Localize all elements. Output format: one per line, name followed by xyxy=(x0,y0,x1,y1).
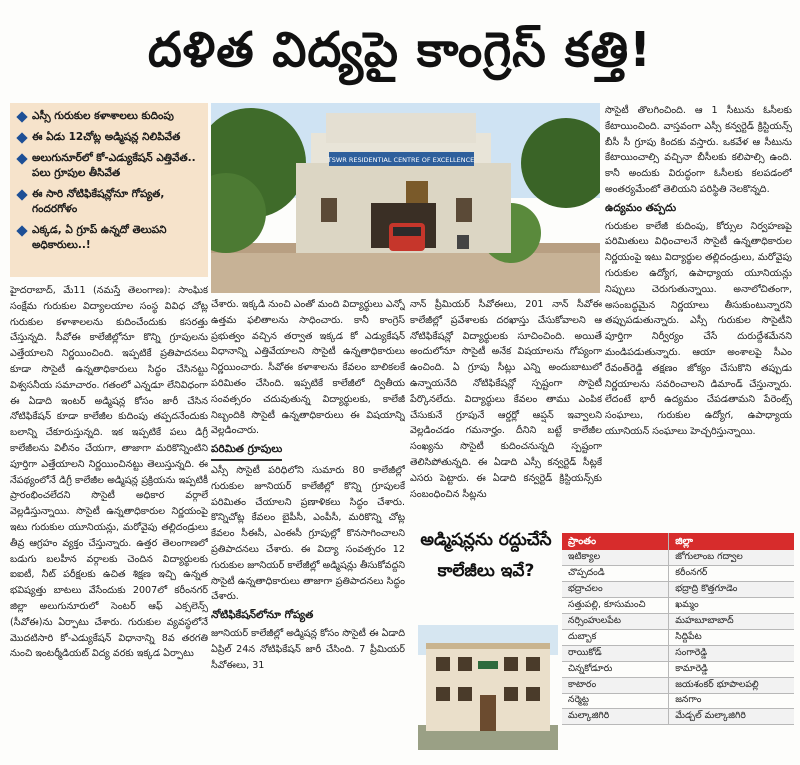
article-column-2 xyxy=(211,297,405,752)
highlight-item: ఈ ఏడు 12చోట్ల అడ్మిషన్ల నిలిపివేత xyxy=(18,130,202,145)
highlight-item: అలుగునూర్‌లో కో-ఎడ్యుకేషన్ ఎత్తివేత.. పలు గ్రూపుల తీసివేత xyxy=(18,151,202,181)
college-building-photo xyxy=(211,103,600,293)
district-table xyxy=(562,533,794,757)
table-row: ఇటిక్యాల జోగులాంబ గద్వాల xyxy=(562,550,794,566)
highlight-item: ఈ సారి నోటిఫికేషన్లోనూ గోప్యత, గందరగోళం xyxy=(18,187,202,217)
table-row: చొప్పదండి కరీంనగర్ xyxy=(562,566,794,582)
building-sign-text: TSWR RESIDENTIAL CENTRE OF EXCELLENCE xyxy=(327,156,475,164)
article-paragraph: ఎస్సీ సొసైటీ పరిధిలోని సుమారు 80 కాలేజీల్లో గురుకుల జూనియర్ కాలేజీల్లో కొన్ని గ్రూపులకే పరిమితం చేయాలని ప్రణాళికలు సిద్ధం చేశారు. కొన్నిచోట్ల కేవలం బైపీసీ, ఎంపీసీ, మరికొన్ని చోట్ల కేవలం సీఈసీ, ఎంఈసీ గ్రూపుల్లో కొనసాగించాలని ప్రతిపాదనలు చేశారు. ఈ విద్యా సంవత్సరం 12 గురుకుల జూనియర్ కాలేజీల్లో అడ్మిషన్లు తీసుకోవద్దని సొసైటీ ఉన్నతాధికారులు తాజాగా ప్రతిపాదనలు సిద్ధం చేశారు. xyxy=(211,464,405,603)
diamond-bullet-icon xyxy=(16,111,27,122)
table-header-row xyxy=(562,533,794,550)
article-column-1 xyxy=(10,283,208,753)
article-paragraph: హైదరాబాద్, మే11 (నమస్తే తెలంగాణ): సాంఘిక సంక్షేమ గురుకుల విద్యాలయాల సంస్థ వివిధ చోట్ల గురుకుల కళాశాలలను కుదించేందుకు కసరత్తు చేస్తున్నది. సీవోఈ కాలేజీల్లోనూ కొన్ని గ్రూపులను ఎత్తేయాలని నిర్ణయించింది. ఇప్పటికే ప్రతిపాదనలు కూడా సొసైటీ ఉన్నతాధికారులు సిద్ధం చేసినట్టు విశ్వసనీయ సమాచారం. గతంలో ఎన్నడూ లేనివిధంగా ఈ ఏడాది ఇంటర్ అడ్మిషన్ల కోసం జారీ చేసిన నోటిఫికేషన్ కూడా కాలేజీల కుదింపు తప్పదనేందుకు బలాన్ని చేకూరుస్తున్నది. ఇక ఇప్పటికే పలు డిగ్రీ కాలేజీలను విలీనం చేయగా, తాజాగా మరికొన్నింటిని పూర్తిగా ఎత్తేయాలని నిర్ణయించినట్టు తెలుస్తున్నది. ఈ నేపథ్యంలోనే డిగ్రీ కాలేజీల అడ్మిషన్ల ప్రక్రియను ఇప్పటికీ ప్రారంభించలేదని సొసైటీ అధికార వర్గాలే వెల్లడిస్తున్నాయి. సొసైటీ ఉన్నతాధికారుల నిర్ణయంపై ఇటు గురుకుల యూనియన్లు, మరోవైపు తల్లిదండ్రులు తీవ్ర ఆగ్రహం వ్యక్తం చేస్తున్నారు. ఉత్తర తెలంగాణలో బడుగు బలహీన వర్గాలకు చెందిన విద్యార్థులకు ఐఐటీ, నీట్ పరీక్షలకు ఉచిత శిక్షణ ఇచ్చి ఉన్నత భవిష్యత్తు బాటలు వేసేందుకు 2007లో కరీంనగర్ జిల్లా అలుగునూరులో సెంటర్ ఆఫ్ ఎక్సలెన్స్ (సీవోఈ)ను ఏర్పాటు చేశారు. గురుకుల వ్యవస్థలోనే మొదటిసారి కో-ఎడ్యుకేషన్ విధానాన్ని 8వ తరగతి నుంచి ఇంటర్మీడియట్ విద్య వరకు ఇక్కడ ఏర్పాటు xyxy=(10,285,208,660)
article-paragraph: సొసైటీ తొలగించింది. ఆ 1 సీటును ఓసీలకు కేటాయించింది. వాస్తవంగా ఎస్సీ కన్వర్టెడ్ క్రిస్టియన్స్ బీసీ సీ గ్రూపు కిందకు వస్తారు. ఒకవేళ ఆ సీటును కేటాయించాల్సి వచ్చినా బీసీలకు కలిపాల్సి ఉంది. కానీ అందుకు విరుద్ధంగా ఓసీలకు కలపడంలో అంతర్యమేంటో తెలియని పరిస్థితి నెలకొన్నది. xyxy=(605,105,792,195)
highlight-item: ఎక్కడ, ఏ గ్రూప్ ఉన్నదో తెలుపని అధికారులు..! xyxy=(18,223,202,253)
diamond-bullet-icon xyxy=(16,132,27,143)
article-paragraph: నాన్ ప్రీమియర్ సీవోఈలు, 201 నాన్ సీవోఈ కాలేజీల్లో ప్రవేశాలకు దరఖాస్తు చేసుకోవాలని ఆ నోటిఫికేషన్లో విద్యార్థులకు సూచించింది. అయితే అందులోనూ సొసైటీ అనేక విషయాలను గోప్యంగా ఉంచింది. ఏ గ్రూపు సీట్లు ఎన్ని అందుబాటులో ఉన్నాయనేది నోటిఫికేషన్లో స్పష్టంగా సొసైటీ పేర్కొనలేదు. విద్యార్థులు కేవలం తాము ఎంపిక చేసుకునే గ్రూపునే ఆర్డర్లో ఆప్షన్ ఇవ్వాలని వెల్లడించడం గమనార్హం. దీనిని బట్టే కాలేజీల సంఖ్యను సొసైటీ కుదించనున్నది స్పష్టంగా తెలిసిపోతున్నది. ఈ ఏడాది ఎస్సీ కన్వర్టెడ్ సీట్లకే ఎసరు పెట్టారు. ఈ ఏడాది కన్వర్టెడ్ క్రిస్టియన్స్‌కు సంబంధించిన సీట్లను xyxy=(410,299,602,500)
table-row: చిన్నకోడూరు కామారెడ్డి xyxy=(562,661,794,677)
table-row: నర్మెట్ట జనగాం xyxy=(562,693,794,709)
subheading-notification-secrecy: నోటిఫికేషన్‌లోనూ గోప్యత xyxy=(211,609,314,622)
diamond-bullet-icon xyxy=(16,153,27,164)
article-column-3 xyxy=(410,297,602,517)
table-row: కాటారం జయశంకర్ భూపాలపల్లి xyxy=(562,677,794,693)
article-column-4 xyxy=(605,103,792,521)
column-header-area: ప్రాంతం xyxy=(562,533,669,550)
column-header-district: జిల్లా xyxy=(669,533,794,550)
table-row: రాయికోడ్ సంగారెడ్డి xyxy=(562,645,794,661)
diamond-bullet-icon xyxy=(16,189,27,200)
table-row: భద్రాచలం భద్రాద్రి కొత్తగూడెం xyxy=(562,582,794,598)
highlight-item: ఎస్సీ గురుకుల కళాశాలలు కుదింపు xyxy=(18,109,202,124)
subheading-agitation: ఉద్యమం తప్పదు xyxy=(605,201,677,214)
article-paragraph: జూనియర్ కాలేజీల్లో అడ్మిషన్ల కోసం సొసైటీ ఈ ఏడాది ఏప్రిల్ 24న నోటిఫికేషన్ జారీ చేసింది. 7 ప్రీమియర్ సీవోఈలు, 31 xyxy=(211,627,405,671)
table-row: మల్కాజిగిరి మేడ్చల్ మల్కాజిగిరి xyxy=(562,709,794,725)
article-paragraph: గురుకుల కాలేజీ కుదింపు, కోర్సుల నిర్వహణపై పరిమితులు విధించాలనే సొసైటీ ఉన్నతాధికారుల నిర్ణయంపై ఇటు విద్యార్థుల తల్లిదండ్రులు, మరోవైపు గురుకుల ఉద్యోగ, ఉపాధ్యాయ యూనియన్లు నిప్పులు చెరుగుతున్నాయి. అనాలోచితంగా, అసంబద్ధమైన నిర్ణయాలు తీసుకుంటున్నారని తప్పుపడుతున్నారు. ఎస్సీ గురుకుల సొసైటీని పూర్తిగా నిర్వీర్యం చేసే దురుద్దేశమేనని మండిపడుతున్నారు. ఆయా అంశాలపై సీఎం రేవంత్‌రెడ్డి తక్షణం జోక్యం చేసుకొని తప్పుడు నిర్ణయాలను సవరించాలని డిమాండ్ చేస్తున్నారు. లేదంటే భారీ ఉద్యమం చేపడతామని పేరెంట్స్ సంఘాలు, గురుకుల ఉద్యోగ, ఉపాధ్యాయ యూనియన్ సంఘాలు హెచ్చరిస్తున్నాయి. xyxy=(605,220,792,437)
college-photo-small xyxy=(418,625,558,750)
table-row: నర్సింహులపేట మహబూబాబాద్ xyxy=(562,614,794,630)
subheading-limited-groups: పరిమిత గ్రూపులు xyxy=(211,442,405,461)
callout-heading: అడ్మిషన్లను రద్దుచేసే కాలేజీలు ఇవే? xyxy=(420,530,552,581)
table-row: సత్తుపల్లి, కూసుమంచి ఖమ్మం xyxy=(562,598,794,614)
article-paragraph: చేశారు. ఇక్కడి నుంచి ఎంతో మంది విద్యార్థులు ఎన్నో ఉత్తమ ఫలితాలను సాధించారు. కానీ కాంగ్రెస్ ప్రభుత్వం వచ్చిన తర్వాత ఇక్కడ కో ఎడ్యుకేషన్ విధానాన్ని ఎత్తివేయాలని సొసైటీ ఉన్నతాధికారులు నిర్ణయించారు. సీవోఈ కళాశాలను కేవలం బాలికలకే పరిమితం చేసింది. ఇప్పటికే కాలేజీలో ద్వితీయ సంవత్సరం చదువుతున్న విద్యార్థులకు, కాలేజీ నిబ్బందికి సొసైటీ ఉన్నతాధికారులు ఈ విషయాన్ని వెల్లడించారు. xyxy=(211,299,405,437)
table-row: దుబ్బాక సిద్దిపేట xyxy=(562,629,794,645)
diamond-bullet-icon xyxy=(16,225,27,236)
highlights-box xyxy=(10,103,208,277)
headline: దళిత విద్యపై కాంగ్రెస్ కత్తి! xyxy=(147,22,653,78)
